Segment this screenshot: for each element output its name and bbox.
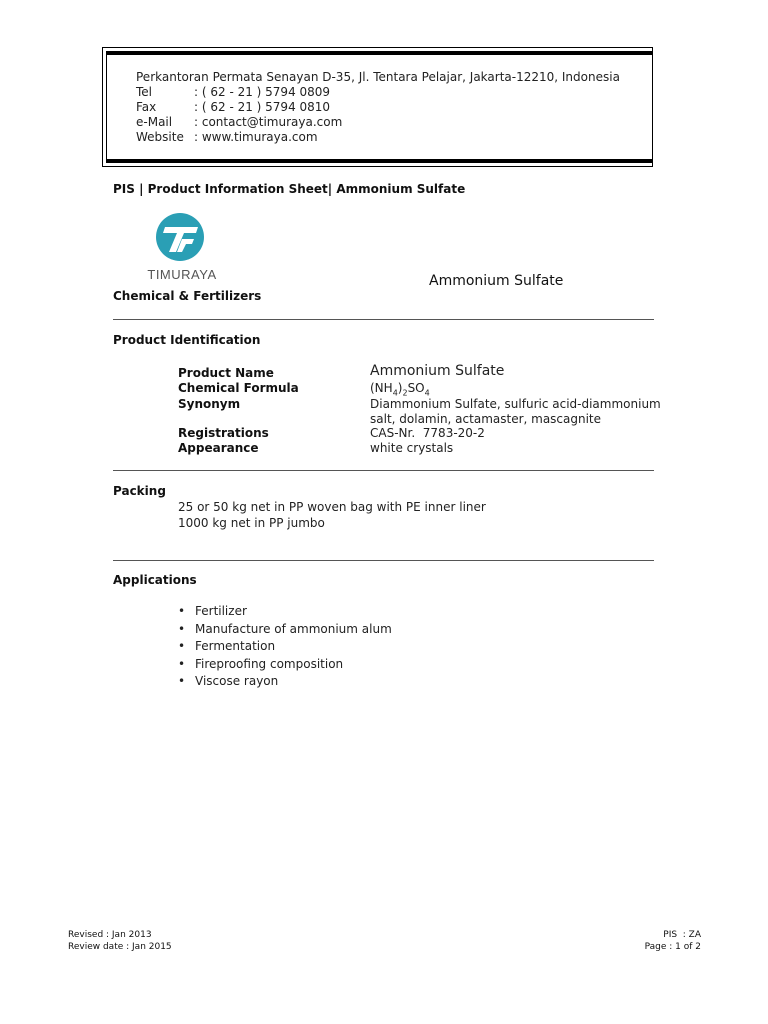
packing-details: [178, 499, 486, 531]
company-logo: [138, 212, 226, 284]
page-number: Page : 1 of 2: [644, 942, 701, 952]
fax-label: Fax: [136, 100, 157, 114]
list-item: • Fireproofing composition: [178, 656, 392, 674]
registrations-label: Registrations: [178, 426, 269, 440]
tel-value: : ( 62 - 21 ) 5794 0809: [194, 85, 331, 99]
timuraya-logo-icon: [138, 212, 226, 284]
tel-label: Tel: [136, 85, 153, 99]
list-item: • Fermentation: [178, 638, 392, 656]
contact-row-email: [136, 115, 620, 130]
synonym-label: Synonym: [178, 397, 241, 411]
synonym-line-1: Diammonium Sulfate, sulfuric acid-diammonium: [370, 397, 661, 411]
contact-row-website: [136, 130, 620, 145]
section-title-identification: Product Identification: [113, 333, 261, 347]
chemical-formula-value: $(NH_4)_2SO_4$: [370, 381, 430, 398]
email-label: e-Mail: [136, 115, 173, 129]
applications-list: [178, 603, 392, 691]
address-text: Perkantoran Permata Senayan D-35, Jl. Tentara Pelajar, Jakarta-12210, Indonesia: [136, 70, 620, 84]
synonym-line-2: salt, dolamin, actamaster, mascagnite: [370, 412, 602, 426]
footer-right: [645, 929, 701, 953]
brand-subtitle: Chemical & Fertilizers: [113, 289, 262, 303]
list-item: • Viscose rayon: [178, 673, 392, 691]
packing-line: 1000 kg net in PP jumbo: [178, 516, 325, 530]
contact-block: [136, 70, 620, 145]
website-label: Website: [136, 130, 184, 144]
product-name-value: Ammonium Sulfate: [370, 363, 505, 379]
contact-row-fax: [136, 100, 620, 115]
review-date: Review date : Jan 2015: [68, 942, 172, 952]
divider: [113, 560, 654, 561]
footer-left: [68, 929, 172, 953]
fax-value: : ( 62 - 21 ) 5794 0810: [194, 100, 331, 114]
section-title-packing: Packing: [113, 484, 166, 498]
divider: [113, 319, 654, 320]
section-title-applications: Applications: [113, 573, 197, 587]
appearance-label: Appearance: [178, 441, 259, 455]
revised-date: Revised : Jan 2013: [68, 930, 152, 940]
website-value: : www.timuraya.com: [194, 130, 318, 144]
logo-wordmark: TIMURAYA: [147, 267, 217, 282]
email-value: : contact@timuraya.com: [194, 115, 343, 129]
pis-code: PIS : ZA: [663, 930, 701, 940]
address-line: [136, 70, 620, 85]
contact-row-tel: [136, 85, 620, 100]
list-item: • Manufacture of ammonium alum: [178, 621, 392, 639]
registrations-value: CAS-Nr. 7783-20-2: [370, 426, 485, 440]
packing-line: 25 or 50 kg net in PP woven bag with PE inner liner: [178, 500, 486, 514]
product-name-label: Product Name: [178, 366, 274, 380]
sheet-title: PIS | Product Information Sheet| Ammonium Sulfate: [113, 182, 466, 196]
synonym-value: [370, 397, 661, 427]
appearance-value: white crystals: [370, 441, 454, 455]
list-item: • Fertilizer: [178, 603, 392, 621]
product-heading: Ammonium Sulfate: [429, 273, 564, 289]
divider: [113, 470, 654, 471]
chemical-formula-label: Chemical Formula: [178, 381, 299, 395]
